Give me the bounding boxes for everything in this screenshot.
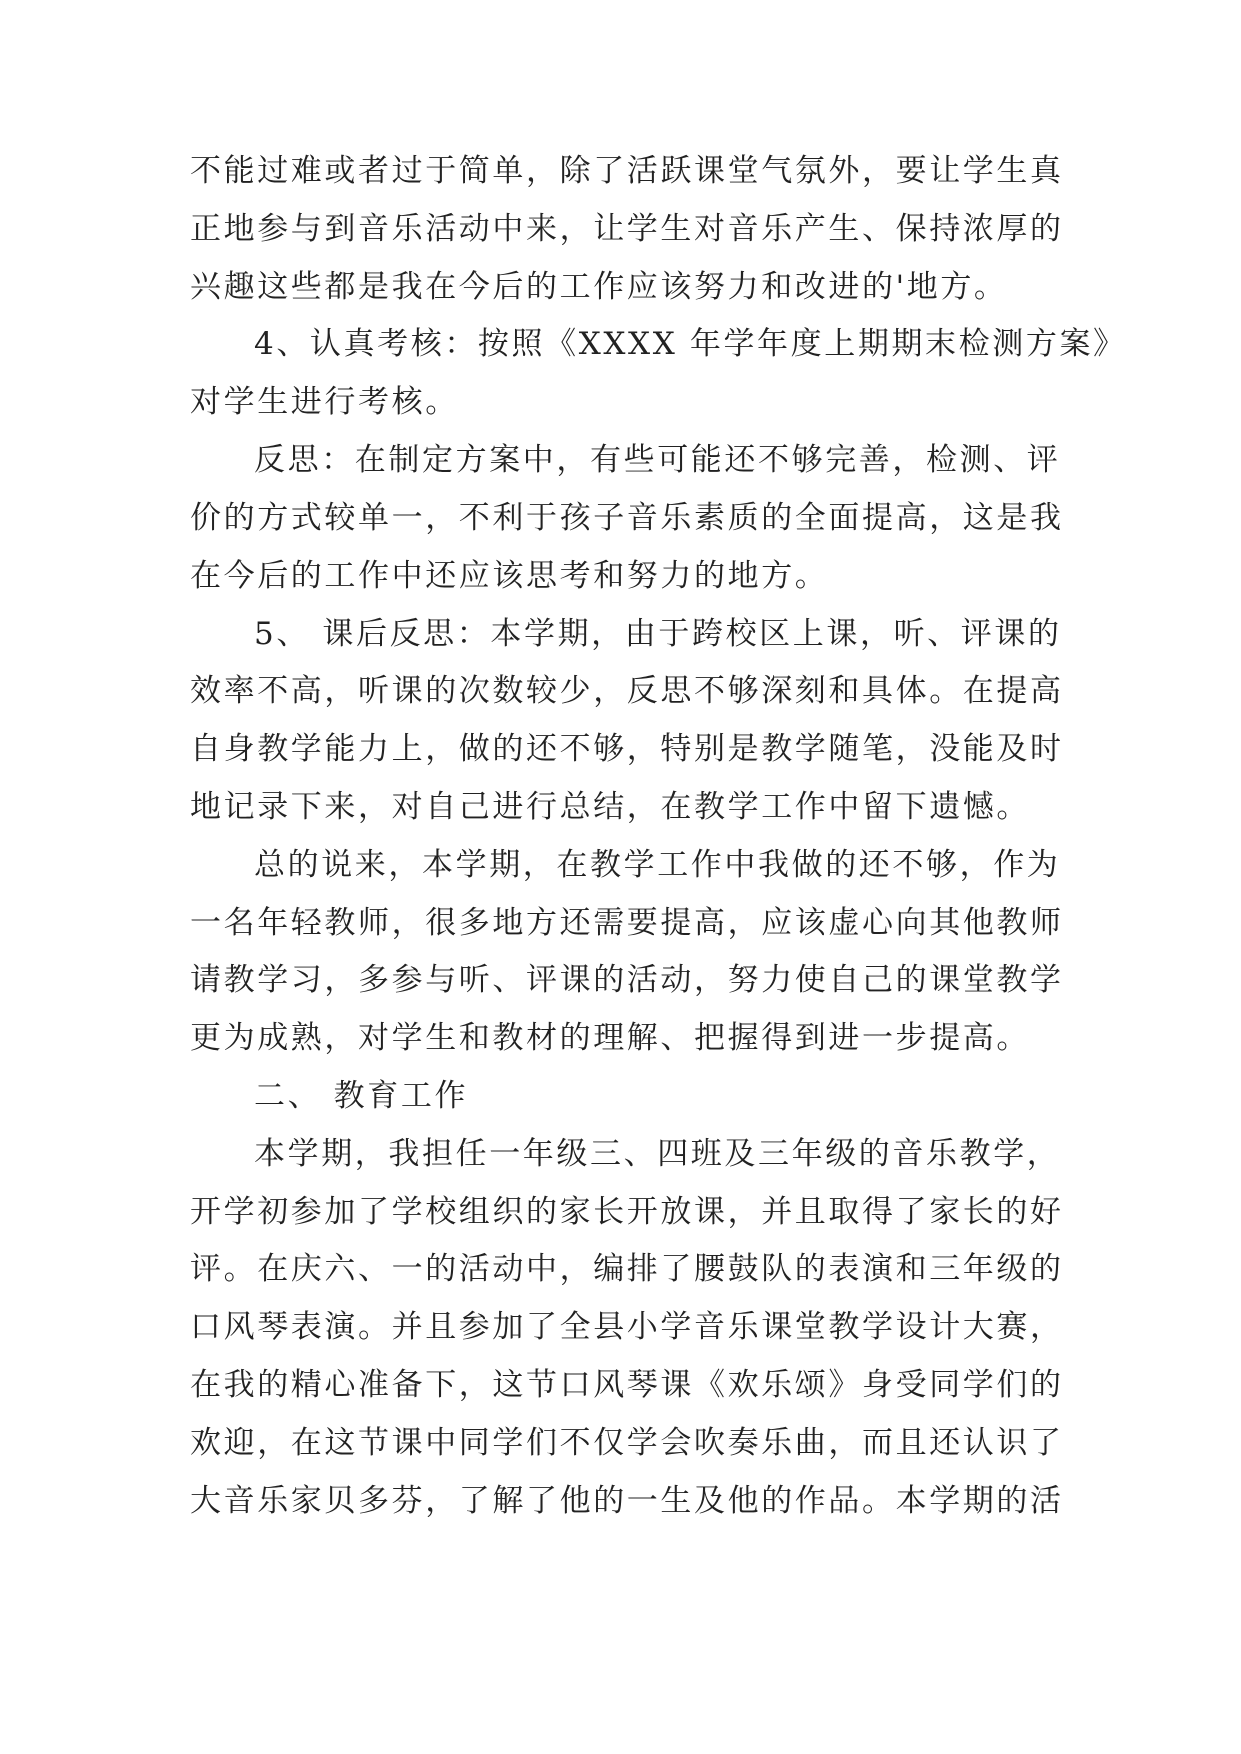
text-line: 4、认真考核：按照《XXXX 年学年度上期期末检测方案》 [254,326,1127,362]
text-line: 地记录下来，对自己进行总结，在教学工作中留下遗憾。 [190,789,1030,825]
text-line: 正地参与到音乐活动中来，让学生对音乐产生、保持浓厚的 [190,211,1064,247]
text-line: 自身教学能力上，做的还不够，特别是教学随笔，没能及时 [190,731,1064,767]
text-line: 5、 课后反思：本学期，由于跨校区上课，听、评课的 [254,616,1062,652]
text-line: 在今后的工作中还应该思考和努力的地方。 [190,558,829,594]
text-line: 本学期，我担任一年级三、四班及三年级的音乐教学， [254,1136,1061,1172]
text-line: 对学生进行考核。 [190,384,459,420]
text-line: 开学初参加了学校组织的家长开放课，并且取得了家长的好 [190,1194,1064,1230]
text-line: 效率不高，听课的次数较少，反思不够深刻和具体。在提高 [190,673,1064,709]
text-line: 反思：在制定方案中，有些可能还不够完善，检测、评 [254,442,1061,478]
text-line: 兴趣这些都是我在今后的工作应该努力和改进的'地方。 [190,269,1008,305]
text-line: 更为成熟，对学生和教材的理解、把握得到进一步提高。 [190,1020,1030,1056]
text-line: 评。在庆六、一的活动中，编排了腰鼓队的表演和三年级的 [190,1251,1064,1287]
text-line: 价的方式较单一，不利于孩子音乐素质的全面提高，这是我 [190,500,1064,536]
text-line: 在我的精心准备下，这节口风琴课《欢乐颂》身受同学们的 [190,1367,1064,1403]
text-line: 一名年轻教师，很多地方还需要提高，应该虚心向其他教师 [190,905,1064,941]
text-line: 口风琴表演。并且参加了全县小学音乐课堂教学设计大赛， [190,1309,1064,1345]
section-heading: 二、 教育工作 [254,1078,469,1114]
text-line: 总的说来，本学期，在教学工作中我做的还不够，作为 [254,847,1061,883]
text-line: 欢迎，在这节课中同学们不仅学会吹奏乐曲，而且还认识了 [190,1425,1064,1461]
text-line: 大音乐家贝多芬，了解了他的一生及他的作品。本学期的活 [190,1483,1064,1519]
text-line: 不能过难或者过于简单，除了活跃课堂气氛外，要让学生真 [190,153,1064,189]
text-line: 请教学习，多参与听、评课的活动，努力使自己的课堂教学 [190,962,1064,998]
